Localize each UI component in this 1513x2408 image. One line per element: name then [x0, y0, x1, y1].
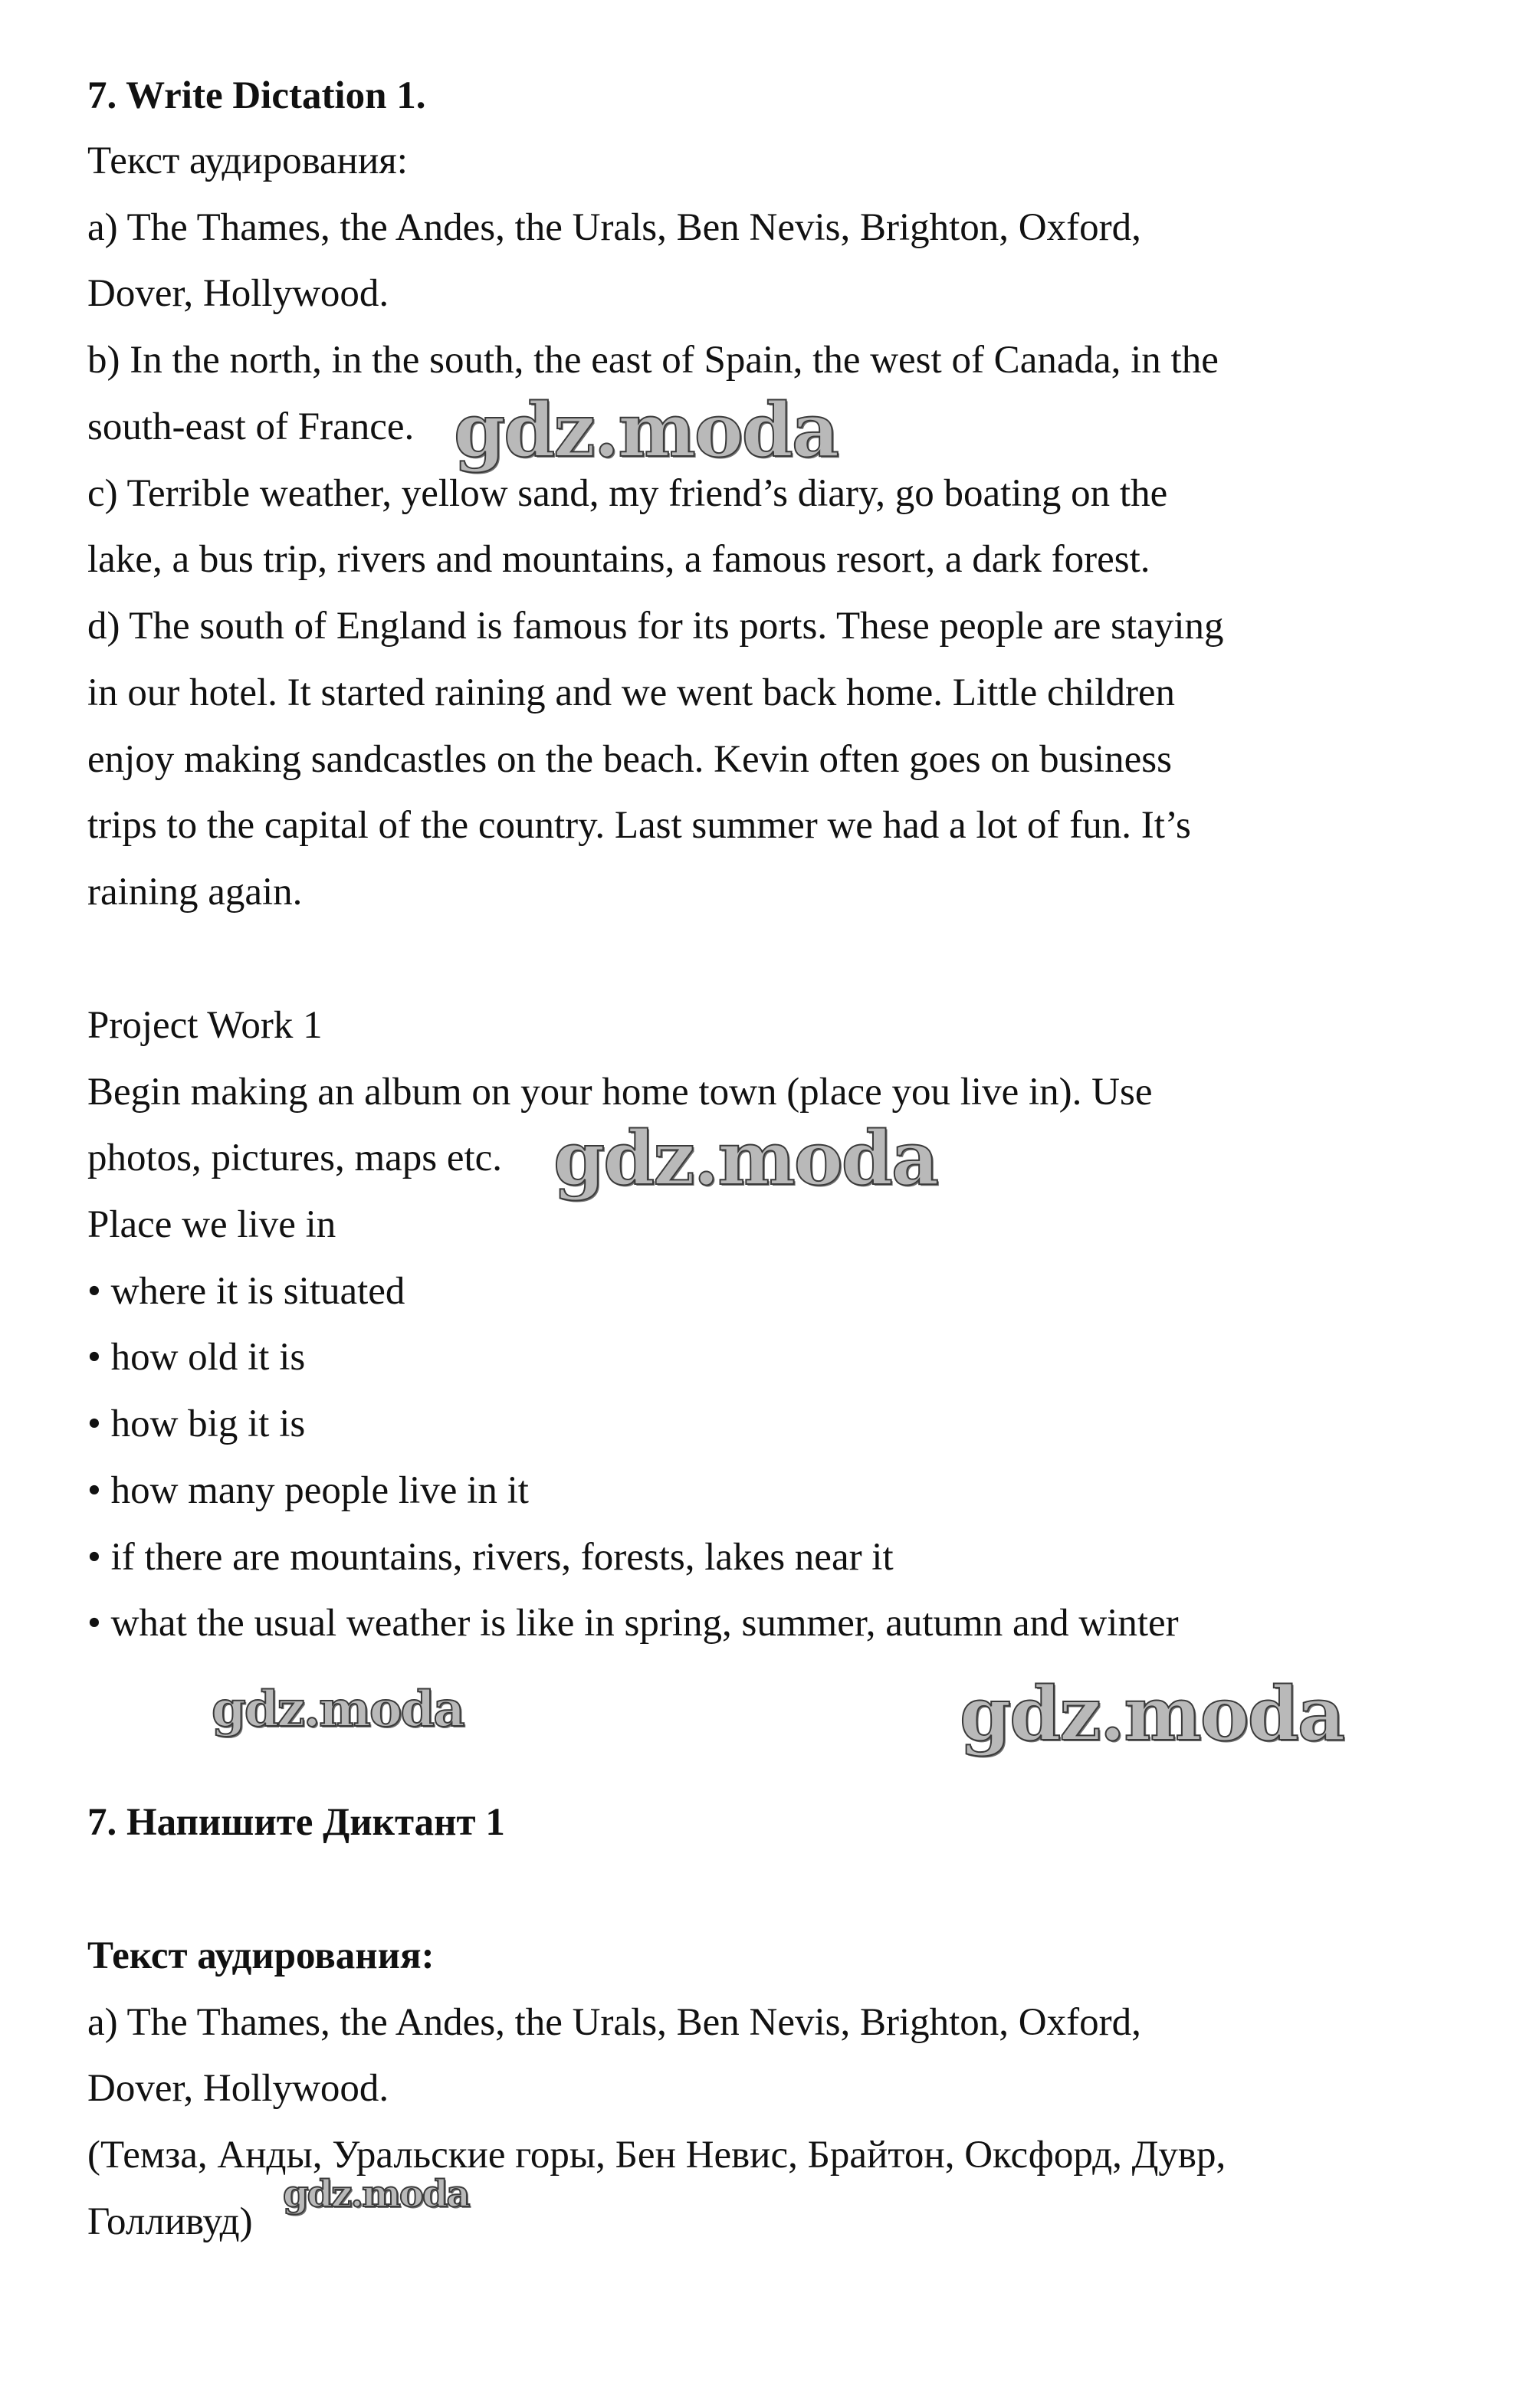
bullet-item: • how many people live in it	[87, 1469, 529, 1512]
text-line: a) The Thames, the Andes, the Urals, Ben Nevis, Brighton, Oxford,	[87, 206, 1141, 249]
bullet-item: • what the usual weather is like in spring, summer, autumn and winter	[87, 1602, 1179, 1645]
project-title: Project Work 1	[87, 1004, 323, 1047]
bullet-item: • how big it is	[87, 1402, 306, 1445]
section-heading-dictation: 7. Write Dictation 1.	[87, 74, 426, 117]
text-line: lake, a bus trip, rivers and mountains, a famous resort, a dark forest.	[87, 538, 1150, 581]
text-line: a) The Thames, the Andes, the Urals, Ben Nevis, Brighton, Oxford,	[87, 2001, 1141, 2044]
text-line: trips to the capital of the country. Last summer we had a lot of fun. It’s	[87, 804, 1191, 847]
text-line: b) In the north, in the south, the east of Spain, the west of Canada, in the	[87, 339, 1219, 382]
text-line: enjoy making sandcastles on the beach. Kevin often goes on business	[87, 738, 1172, 781]
watermark-logo: gdz.moda	[553, 1115, 938, 1202]
text-line: raining again.	[87, 871, 303, 914]
text-line: in our hotel. It started raining and we went back home. Little children	[87, 671, 1176, 714]
watermark-logo: gdz.moda	[960, 1671, 1344, 1757]
bullet-item: • how old it is	[87, 1336, 306, 1379]
text-line: Dover, Hollywood.	[87, 2067, 389, 2110]
listening-text-label-ru: Текст аудирования:	[87, 1934, 435, 1977]
bullet-item: • if there are mountains, rivers, forests, lakes near it	[87, 1536, 894, 1579]
section-heading-dictation-ru: 7. Напишите Диктант 1	[87, 1801, 505, 1844]
text-line: d) The south of England is famous for its ports. These people are staying	[87, 605, 1224, 648]
text-line: (Темза, Анды, Уральские горы, Бен Невис, Брайтон, Оксфорд, Дувр,	[87, 2134, 1226, 2177]
watermark-logo: gdz.moda	[212, 1681, 464, 1738]
text-line: c) Terrible weather, yellow sand, my friend’s diary, go boating on the	[87, 472, 1168, 515]
text-line: Dover, Hollywood.	[87, 272, 389, 315]
text-line: photos, pictures, maps etc.	[87, 1137, 503, 1179]
watermark-logo: gdz.moda	[454, 387, 839, 474]
text-line: Place we live in	[87, 1203, 336, 1246]
watermark-logo: gdz.moda	[283, 2173, 469, 2216]
text-line: Голливуд)	[87, 2200, 253, 2243]
listening-text-label: Текст аудирования:	[87, 139, 408, 182]
text-line: south-east of France.	[87, 405, 415, 448]
bullet-item: • where it is situated	[87, 1270, 405, 1313]
text-line: Begin making an album on your home town (place you live in). Use	[87, 1071, 1153, 1114]
